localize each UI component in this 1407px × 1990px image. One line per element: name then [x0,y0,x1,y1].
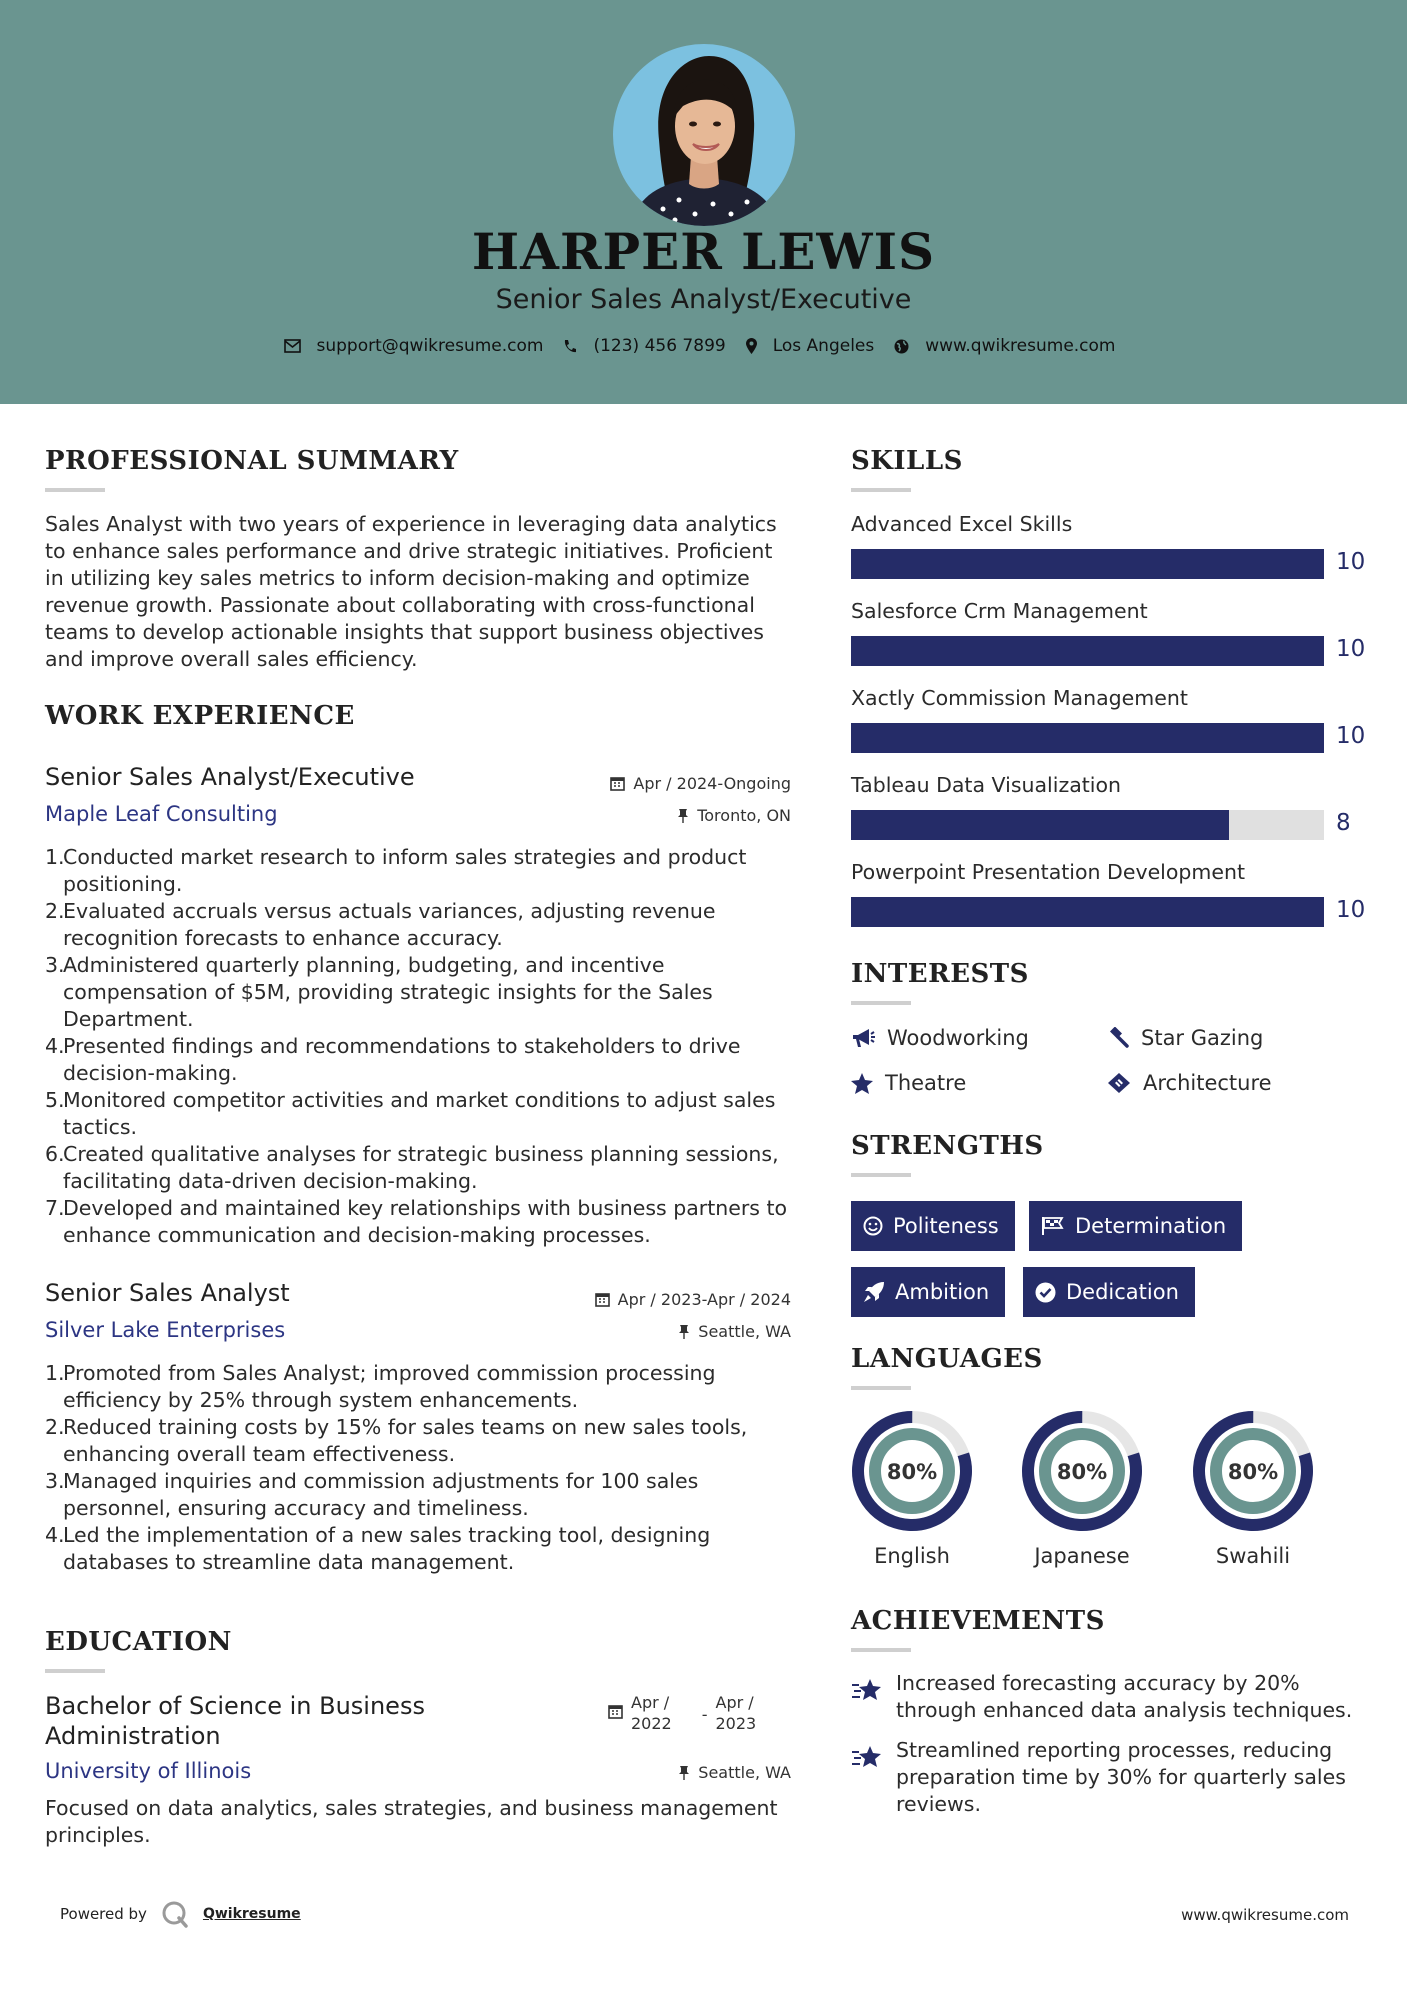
interest-label: Architecture [1143,1071,1272,1095]
job-location-text-2: Seattle, WA [698,1322,791,1341]
star-icon [851,1073,873,1094]
footer-powered [60,1900,301,1928]
job-location-text-1: Toronto, ON [697,806,791,825]
languages-rule [851,1386,911,1390]
list-item: 5. Monitored competitor activities and market conditions to adjust sales tactics. [45,1088,776,1139]
pushpin-icon [678,1765,690,1780]
skill-value: 10 [1336,549,1366,575]
degree-line-2: Administration [45,1722,221,1750]
interest-label: Star Gazing [1141,1026,1264,1050]
map-pin-icon [746,338,757,354]
achievements-rule [851,1648,911,1652]
list-item: 2. Reduced training costs by 15% for sales teams on new sales tools, enhancing overall team effectiveness. [45,1415,748,1466]
interest-theatre [851,1071,966,1095]
job-company-2: Silver Lake Enterprises [45,1318,286,1342]
list-item: 7. Developed and maintained key relationships with business partners to enhance communication and decision-making processes. [45,1196,788,1247]
skill-name: Xactly Commission Management [851,686,1188,710]
qwikresume-link[interactable]: Qwikresume [202,1906,301,1922]
interest-label: Theatre [885,1071,967,1095]
list-item: 4. Led the implementation of a new sales tracking tool, designing databases to streamline data management. [45,1523,711,1574]
footer-website[interactable]: www.qwikresume.com [1181,1906,1349,1924]
interests-rule [851,1001,911,1005]
job-company-1: Maple Leaf Consulting [45,802,278,826]
interest-woodworking [851,1026,1029,1050]
strength-ambition [851,1267,1005,1317]
education-title: EDUCATION [45,1627,232,1657]
skill-name: Salesforce Crm Management [851,599,1148,623]
interest-architecture [1107,1071,1272,1095]
calendar-icon [595,1292,610,1307]
list-item: 3. Managed inquiries and commission adjustments for 100 sales personnel, ensuring accuracy and timeliness. [45,1469,699,1520]
list-item: 6. Created qualitative analyses for strategic business planning sessions, facilitating data-driven decision-making. [45,1142,779,1193]
website-text: www.qwikresume.com [925,336,1116,356]
skill-bar-track [851,723,1324,753]
edu-end: Apr / 2023 [715,1693,757,1733]
strength-politeness [851,1201,1015,1251]
strength-label: Determination [1075,1214,1227,1238]
education-location-text: Seattle, WA [698,1763,791,1782]
globe-icon [894,339,909,354]
check-circle-icon [1035,1282,1056,1303]
school-name: University of Illinois [45,1759,252,1783]
interest-label: Woodworking [887,1026,1029,1050]
language-ring [851,1410,973,1532]
strength-dedication [1023,1267,1195,1317]
education-rule [45,1669,105,1673]
trophy-star-icon [851,1677,883,1707]
language-name: English [874,1544,950,1568]
skill-bar-track [851,549,1324,579]
powered-by-text: Powered by [60,1905,147,1923]
pushpin-icon [677,808,689,823]
strength-label: Dedication [1066,1280,1179,1304]
trophy-star-icon [851,1744,883,1774]
location-text: Los Angeles [772,336,875,356]
job-location-1 [500,806,791,825]
strengths-title: STRENGTHS [851,1131,1044,1161]
strengths-rule [851,1173,911,1177]
rocket-icon [863,1281,885,1303]
skill-name: Tableau Data Visualization [851,773,1122,797]
education-location [500,1763,791,1782]
skill-bar-fill [851,549,1324,579]
header-band [0,0,1407,404]
language-percent: 80% [886,1460,938,1484]
job-bullets-1 [45,844,805,1249]
language-name: Swahili [1215,1544,1291,1568]
gavel-icon [1107,1027,1129,1049]
pushpin-icon [678,1324,690,1339]
edu-sep: - [701,1705,708,1724]
skill-bar-track [851,897,1324,927]
language-percent: 80% [1056,1460,1108,1484]
achievement-2: Streamlined reporting processes, reducing preparation time by 30% for quarterly sales reviews. [896,1738,1346,1816]
strength-label: Politeness [893,1214,999,1238]
achievements-title: ACHIEVEMENTS [851,1606,1105,1636]
job-dates-text-1: Apr / 2024-Ongoing [633,774,791,793]
list-item: 1. Conducted market research to inform sales strategies and product positioning. [45,845,747,896]
phone-icon [563,339,577,354]
skill-value: 10 [1336,897,1366,923]
contact-bar [0,336,1407,356]
email-text: support@qwikresume.com [316,336,544,356]
calendar-icon [610,776,625,791]
phone-text: (123) 456 7899 [593,336,726,356]
list-item: 3. Administered quarterly planning, budgeting, and incentive compensation of $5M, providing strategic insights for the Sales Department. [45,953,713,1031]
education-dates [608,1692,756,1734]
list-item: 2. Evaluated accruals versus actuals variances, adjusting revenue recognition forecasts to enhance accuracy. [45,899,716,950]
summary-rule [45,488,105,492]
language-name: Japanese [1034,1544,1130,1568]
megaphone-icon [851,1028,875,1048]
flag-icon [1041,1216,1065,1236]
calendar-icon [608,1704,623,1719]
skills-title: SKILLS [851,446,963,476]
contact-location [746,336,875,356]
contact-website[interactable] [894,336,1115,356]
job-dates-text-2: Apr / 2023-Apr / 2024 [617,1290,791,1309]
education-description: Focused on data analytics, sales strategies, and business management principles. [45,1796,778,1847]
profile-photo [613,44,795,226]
skill-bar-fill [851,810,1229,840]
skill-name: Powerpoint Presentation Development [851,860,1246,884]
skills-rule [851,488,911,492]
list-item: 4. Presented findings and recommendations to stakeholders to drive decision-making. [45,1034,741,1085]
languages-title: LANGUAGES [851,1344,1043,1374]
job-title-1: Senior Sales Analyst/Executive [45,763,415,791]
job-bullets-2 [45,1360,805,1576]
experience-title: WORK EXPERIENCE [45,701,355,731]
achievement-1: Increased forecasting accuracy by 20% through enhanced data analysis techniques. [896,1671,1353,1722]
job-title-2: Senior Sales Analyst [45,1279,290,1307]
envelope-icon [284,339,301,353]
skill-bar-fill [851,897,1324,927]
edu-start: Apr / 2022 [631,1693,672,1733]
skill-value: 8 [1336,810,1351,836]
skill-bar-track [851,810,1324,840]
skill-bar-track [851,636,1324,666]
smile-icon [863,1216,883,1236]
interest-star-gazing [1107,1026,1263,1050]
degree-title [45,1691,425,1751]
language-percent: 80% [1227,1460,1279,1484]
skill-bar-fill [851,723,1324,753]
contact-email[interactable] [284,336,544,356]
skill-value: 10 [1336,636,1366,662]
job-dates-2 [480,1290,791,1309]
summary-text: Sales Analyst with two years of experience in leveraging data analytics to enhance sales performance and drive strategic initiatives. Proficient in utilizing key sales metrics to inform decision-making and optimize revenue growth. Passionate about collaborating with cross-functional teams to develop actionable insights that support business objectives and improve overall sales efficiency. [45,512,777,671]
list-item: 1. Promoted from Sales Analyst; improved commission processing efficiency by 25% through system enhancements. [45,1361,716,1412]
job-location-2 [500,1322,791,1341]
skill-name: Advanced Excel Skills [851,512,1073,536]
strength-label: Ambition [895,1280,990,1304]
candidate-name: HARPER LEWIS [471,222,936,281]
skill-value: 10 [1336,723,1366,749]
summary-title: PROFESSIONAL SUMMARY [45,446,459,476]
qwikresume-logo-icon [161,1900,189,1928]
job-dates-1 [500,774,791,793]
strength-determination [1029,1201,1242,1251]
skill-bar-fill [851,636,1324,666]
contact-phone[interactable] [563,336,725,356]
candidate-role: Senior Sales Analyst/Executive [495,284,912,315]
interests-title: INTERESTS [851,959,1029,989]
degree-line-1: Bachelor of Science in Business [45,1692,425,1720]
ticket-icon [1107,1072,1131,1094]
language-ring [1192,1410,1314,1532]
language-ring [1021,1410,1143,1532]
